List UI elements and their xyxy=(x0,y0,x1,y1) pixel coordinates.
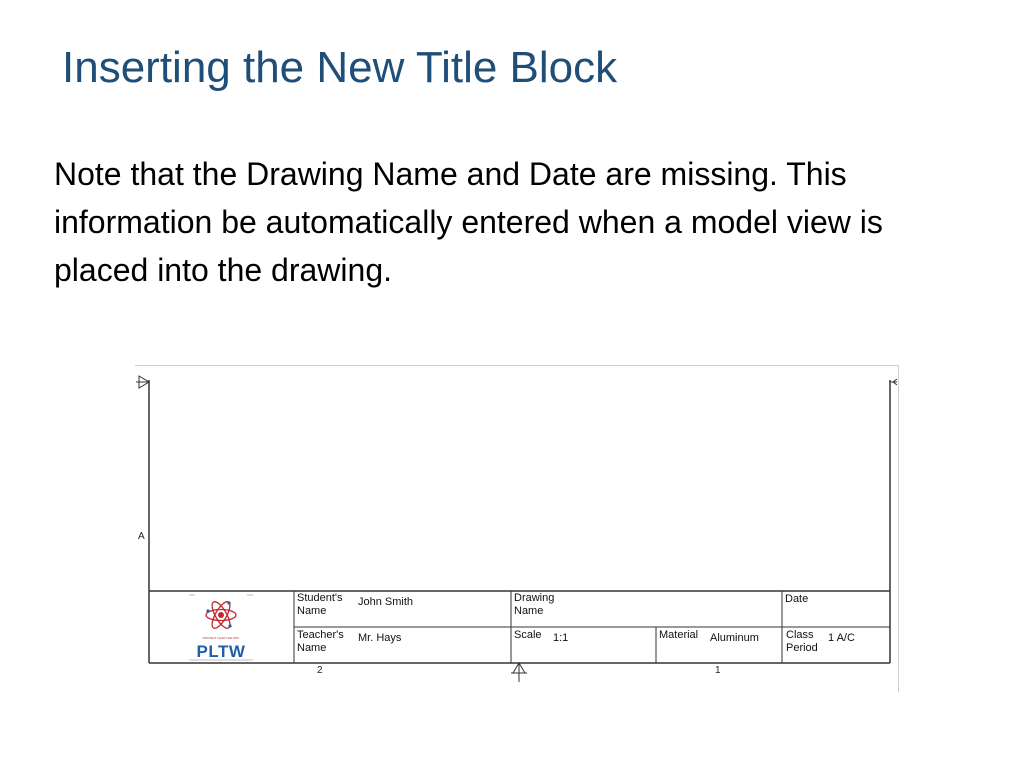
centering-mark-left-icon xyxy=(136,376,149,388)
scale-label: Scale xyxy=(514,629,542,641)
pltw-logo-tagline: PROJECT LEAD THE WAY xyxy=(202,636,240,640)
class-period-value: 1 A/C xyxy=(828,632,855,644)
date-label: Date xyxy=(785,593,809,605)
class-period-label: Class Period xyxy=(786,629,818,654)
students-name-value: John Smith xyxy=(358,596,414,608)
slide-title: Inserting the New Title Block xyxy=(62,43,618,92)
scale-value: 1:1 xyxy=(553,632,569,644)
slide-body-text: Note that the Drawing Name and Date are missing. This information be automatically entered when a model view is placed into the drawing. xyxy=(54,156,883,288)
material-label: Material xyxy=(659,629,699,641)
drawing-name-label: Drawing Name xyxy=(514,592,555,617)
zone-number-right: 1 xyxy=(715,665,721,676)
pltw-logo xyxy=(187,595,255,661)
teachers-name-value: Mr. Hays xyxy=(358,632,402,644)
teachers-name-label: Teacher's Name xyxy=(297,629,344,654)
students-name-label: Student's Name xyxy=(297,592,343,617)
material-value: Aluminum xyxy=(710,632,759,644)
zone-number-left: 2 xyxy=(317,665,323,676)
pltw-logo-text: PLTW xyxy=(196,642,246,661)
zone-label-left: A xyxy=(138,531,145,542)
drawing-sheet xyxy=(135,365,899,692)
centering-mark-right-icon xyxy=(890,379,897,385)
centering-mark-bottom-icon xyxy=(511,663,527,682)
